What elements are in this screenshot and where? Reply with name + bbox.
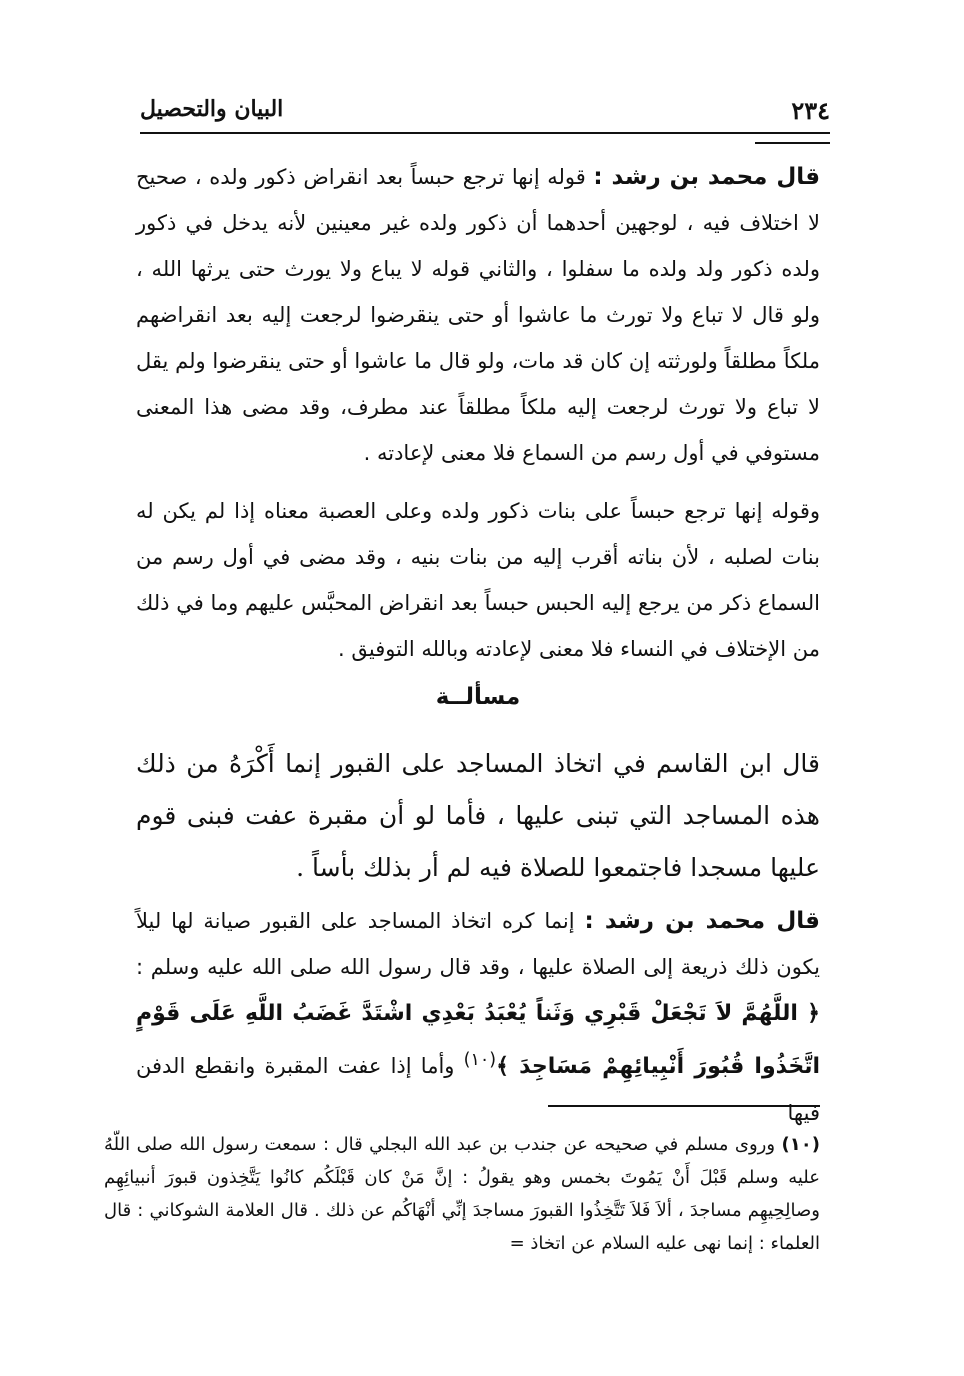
paragraph-text (136, 154, 820, 476)
hadith-quote: ﴿ اللَّهُمَّ لاَ تَجْعَلْ قَبْرِي وَثَناً يُعْبَدُ بَعْدِي اشْتَدَّ غَضَبُ اللَّهِ عَلَى قَوْمٍ اتَّخَذُوا قُبُورَ أَنْبِيائِهِمْ مَسَاجِدَ ﴾ (136, 1001, 820, 1079)
paragraph-body: إنما كره اتخاذ المساجد على القبور صيانة لها ليلاً يكون ذلك ذريعة إلى الصلاة عليها ، وقد قال رسول الله صلى الله عليه وسلم : (136, 909, 820, 979)
footnote-text: وروى مسلم في صحيحه عن جندب بن عبد الله البجلي قال : سمعت رسول الله صلى اللّهُ عليه وسلم قَبْلَ أَنْ يَمُوتَ بخمس وهو يقولُ : إنَّ مَنْ كان قَبْلَكُم كانُوا يَتَّخِذون قبورَ أنبيائِهِم وصالِحِيهِم مساجدَ ، ألاَ فَلاَ تَتَّخِذُوا القبورَ مساجدَ إنِّي أنْهَاكُم عن ذلك . قال العلامة الشوكاني : قال العلماء : إنما نهى عليه السلام عن اتخاذ = (104, 1134, 820, 1254)
commentary-paragraph-2 (136, 488, 820, 672)
commentary-paragraph-3 (136, 898, 820, 1136)
footnote (104, 1128, 820, 1260)
running-title: البيان والتحصيل (140, 96, 284, 122)
author-lead: قال محمد بن رشد : (593, 164, 820, 190)
section-heading: مسألــة (435, 684, 521, 710)
footnote-number: (١٠) (781, 1134, 820, 1155)
footnote-rule (548, 1105, 820, 1107)
footnote-ref: (١٠) (463, 1050, 497, 1070)
page-number: ٢٣٤ (791, 96, 830, 125)
paragraph-body: وقوله إنها ترجع حبساً على بنات ذكور ولده وعلى العصبة معناه إذا لم يكن له بنات لصلبه ، لأن بناته أقرب إليه من بنات بنيه ، وقد مضى في أول رسم من السماع ذكر من يرجع إليه الحبس حبساً بعد انقراض المحبَّس عليهم وما في ذلك من الإختلاف في النساء فلا معنى لإعادته وبالله التوفيق . (136, 499, 820, 661)
paragraph-text (136, 898, 820, 1136)
paragraph-body: قال ابن القاسم في اتخاذ المساجد على القبور إنما أَكْرَهُ من ذلك هذه المساجد التي تبنى عليها ، فأما لو أن مقبرة عفت فبنى قوم عليها مسجدا فاجتمعوا للصلاة فيه لم أر بذلك بأساً . (136, 749, 820, 882)
paragraph-body-end: وأما إذا عفت المقبرة وانقطع الدفن فيها (136, 1054, 820, 1125)
page-header (140, 92, 830, 132)
commentary-paragraph-1 (136, 154, 820, 476)
author-lead: قال محمد بن رشد : (584, 908, 820, 934)
header-rule-short (755, 142, 830, 144)
paragraph-body: قوله إنها ترجع حبساً بعد انقراض ذكور ولده ، صحيح لا اختلاف فيه ، لوجهين أحدهما أن ذكور ولده غير معينين لأنه يدخل في ذكور ولده ذكور ولد ولده ما سفلوا ، والثاني قوله لا يباع ولا يورث حتى يرثها الله ، ولو قال لا تباع ولا تورث ما عاشوا أو حتى ينقرضوا لرجعت إليه بعد انقراضهم ملكاً مطلقاً ولورثته إن كان قد مات، ولو قال ما عاشوا أو حتى ينقرضوا ولم يقل لا تباع ولا تورث لرجعت إليه ملكاً مطلقاً عند مطرف، وقد مضى هذا المعنى مستوفي في أول رسم من السماع فلا معنى لإعادته . (136, 165, 820, 465)
question-paragraph (136, 738, 820, 894)
header-rule (140, 132, 830, 134)
